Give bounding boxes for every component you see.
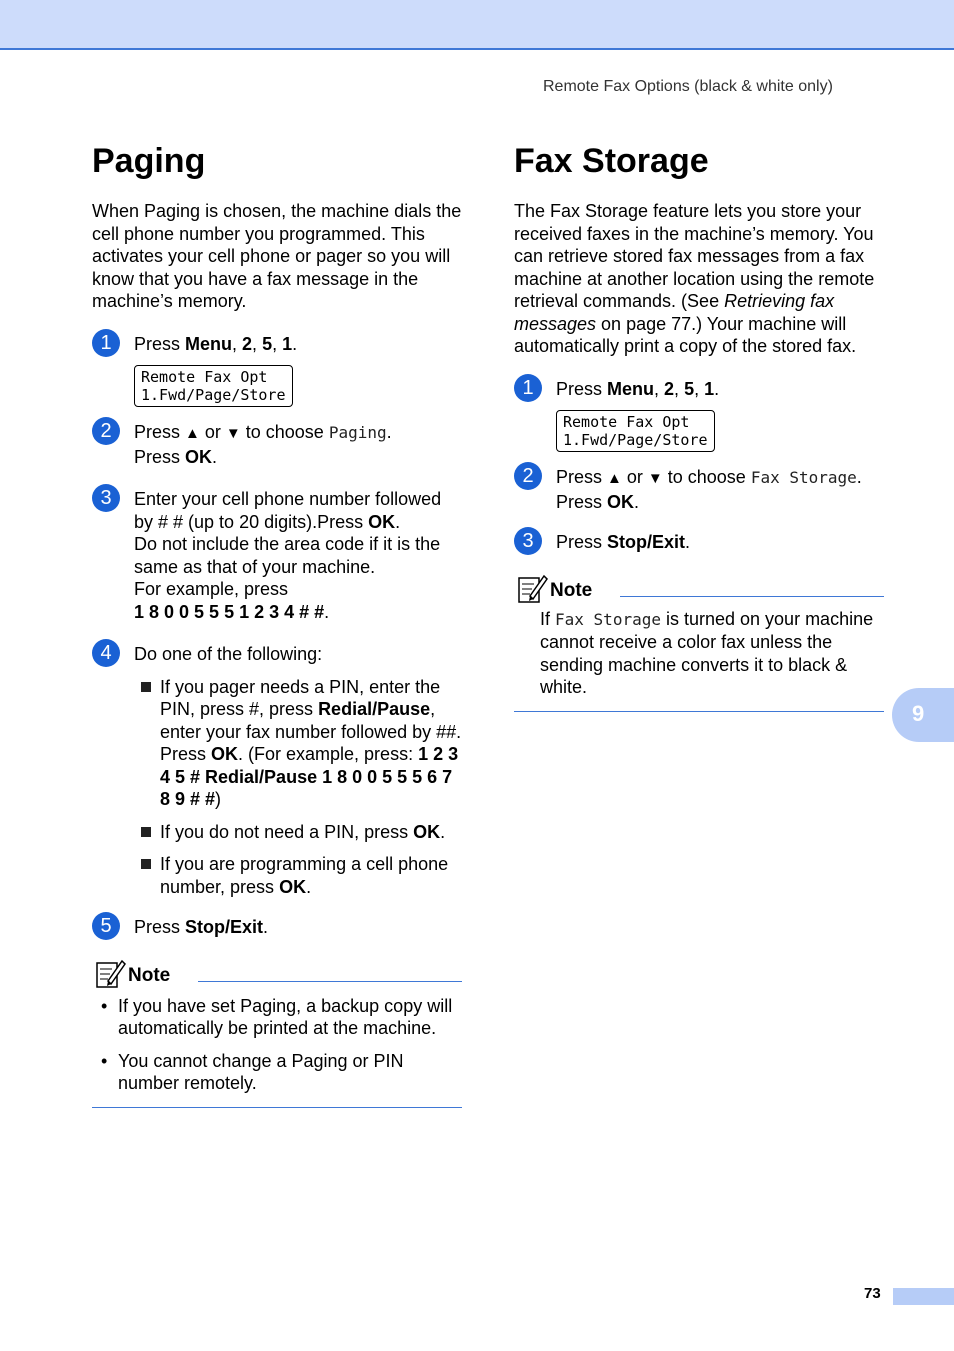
running-header: Remote Fax Options (black & white only) xyxy=(543,78,833,95)
list-item: • If you have set Paging, a backup copy will automatically be printed at the machine. xyxy=(101,995,453,1038)
down-arrow-icon: ▼ xyxy=(647,470,663,487)
step-number-5: 5 xyxy=(92,912,120,940)
paging-step-4: 4 Do one of the following: If you pager needs a PIN, enter the PIN, press #, press Redial/Pause, enter your fax number followed by ##. Press OK. (For example, press: 1 2 3 4 5 # Redial/Pause 1 8 0 0 5 5 5 6 7 8 9 # #) If you do not need a PIN, press OK. If you are programming a cell phone number, press OK. xyxy=(92,643,462,898)
fax-storage-step-3: 3 Press Stop/Exit. xyxy=(514,531,884,554)
note-header xyxy=(92,957,462,993)
paging-note-body xyxy=(92,995,462,1095)
up-arrow-icon: ▲ xyxy=(185,425,200,442)
list-item: • You cannot change a Paging or PIN number remotely. xyxy=(101,1050,404,1093)
header-band xyxy=(0,0,954,50)
note-pencil-icon xyxy=(516,572,548,604)
square-bullet-icon xyxy=(141,682,151,692)
step-number-2: 2 xyxy=(92,417,120,445)
fax-storage-step-1: 1 Press Menu, 2, 5, 1. Remote Fax Opt 1.Fwd/Page/Store xyxy=(514,378,884,453)
paging-step-2: 2 Press ▲ or ▼ to choose Paging. Press OK. xyxy=(92,421,462,468)
step-number-2: 2 xyxy=(514,462,542,490)
note-pencil-icon xyxy=(94,957,126,989)
list-item: If you are programming a cell phone number, press OK. xyxy=(134,853,462,898)
step-number-1: 1 xyxy=(514,374,542,402)
note-header xyxy=(514,572,884,608)
fax-storage-intro: The Fax Storage feature lets you store your received faxes in the machine’s memory. You can retrieve stored fax messages from a fax machine at another location using the remote retrieval commands. (See Retrieving fax messages on page 77.) Your machine will automatically print a copy of the stored fax. xyxy=(514,201,875,356)
fax-storage-section xyxy=(514,140,884,712)
note-end-rule xyxy=(514,711,884,712)
paging-step-5: 5 Press Stop/Exit. xyxy=(92,916,462,939)
section-title-paging: Paging xyxy=(92,142,206,180)
section-title-fax-storage: Fax Storage xyxy=(514,142,709,180)
list-item: If you pager needs a PIN, enter the PIN, press #, press Redial/Pause, enter your fax number followed by ##. Press OK. (For example, press: 1 2 3 4 5 # Redial/Pause 1 8 0 0 5 5 5 6 7 8 9 # #) xyxy=(134,676,462,811)
up-arrow-icon: ▲ xyxy=(607,470,622,487)
square-bullet-icon xyxy=(141,827,151,837)
step-number-4: 4 xyxy=(92,639,120,667)
lcd-display: Remote Fax Opt 1.Fwd/Page/Store xyxy=(134,365,293,407)
chapter-tab: 9 xyxy=(892,688,954,742)
note-end-rule xyxy=(92,1107,462,1108)
paging-step-3: 3 Enter your cell phone number followed by # # (up to 20 digits).Press OK. Do not include the area code if it is the same as that of your machine. For example, press 1 8 0 0 5 5 5 1 2 3 4 # #. xyxy=(92,488,462,623)
paging-step-1: 1 Press Menu, 2, 5, 1. Remote Fax Opt 1.Fwd/Page/Store xyxy=(92,333,462,408)
note-label: Note xyxy=(128,964,171,986)
down-arrow-icon: ▼ xyxy=(225,425,241,442)
list-item: If you do not need a PIN, press OK. xyxy=(134,821,462,844)
note-rule xyxy=(198,981,462,982)
paging-section xyxy=(92,140,462,1108)
paging-intro: When Paging is chosen, the machine dials the cell phone number you programmed. This activates your cell phone or pager so you will know that you have a fax message in the machine’s memory. xyxy=(92,201,462,311)
square-bullet-icon xyxy=(141,859,151,869)
note-label: Note xyxy=(550,579,593,601)
fax-storage-note-body: If Fax Storage is turned on your machine cannot receive a color fax unless the sending machine converts it to black & white. xyxy=(540,608,874,697)
note-rule xyxy=(620,596,884,597)
page-number: 73 xyxy=(864,1285,881,1302)
step-number-3: 3 xyxy=(92,484,120,512)
fax-storage-step-2: 2 Press ▲ or ▼ to choose Fax Storage. Press OK. xyxy=(514,466,884,513)
page-number-bar xyxy=(893,1288,954,1305)
step-number-3: 3 xyxy=(514,527,542,555)
step-number-1: 1 xyxy=(92,329,120,357)
lcd-display: Remote Fax Opt 1.Fwd/Page/Store xyxy=(556,410,715,452)
